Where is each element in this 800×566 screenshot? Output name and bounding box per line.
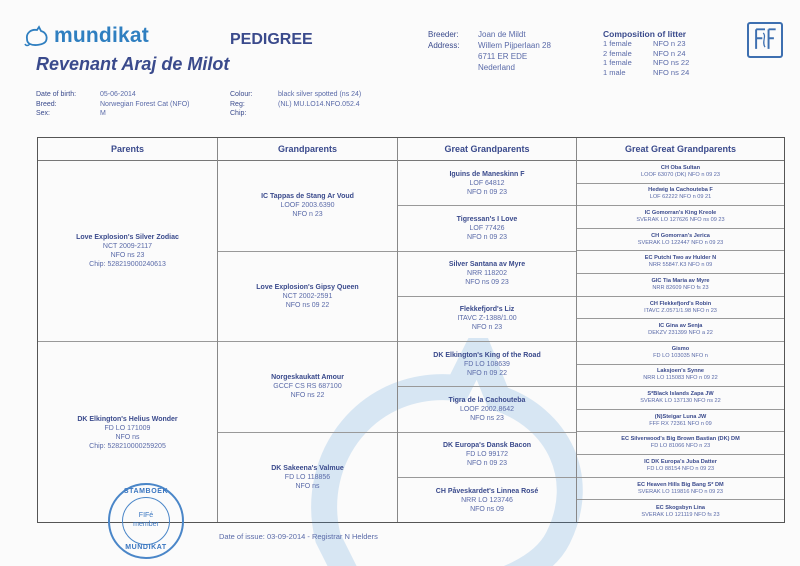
grandparent-cell: DK Sakeena's Valmue FD LO 118856 NFO ns xyxy=(271,465,344,491)
ggg-cell: Hedwig la Cachouteba F LOF 62222 NFO n 09 21 xyxy=(577,184,784,207)
breed: Norwegian Forest Cat (NFO) xyxy=(100,100,190,108)
ggg-cell: Laksjoen's Synne NRR LO 115083 NFO n 09 22 xyxy=(577,365,784,388)
litter-row: 1 female NFO ns 22 xyxy=(603,58,690,67)
parent-cell: DK Elkington's Helius Wonder FD LO 171009 NFO ns Chip: 528210000259205 xyxy=(77,415,178,450)
litter-row: 1 female NFO n 23 xyxy=(603,39,686,48)
cat-details: Date of birth: 05-06-2014 Breed: Norwegian Forest Cat (NFO) Sex: M xyxy=(36,91,190,117)
ggg-cell: GIC Tia Maria av Myre NRR 82609 NFO fs 23 xyxy=(577,274,784,297)
great-grandparents-column xyxy=(398,138,577,522)
great-grandparent-cell: CH Påveskardet's Linnea Rosé NRR LO 123746 NFO ns 09 xyxy=(435,487,539,513)
ggg-cell: EC Putchi Two av Hulder N NRR 55847.K3 NFO n 09 xyxy=(577,252,784,275)
ggg-cell: IC Gina av Senja DEKZV 231399 NFO a 22 xyxy=(577,319,784,342)
parent-cell: Love Explosion's Silver Zodiac NCT 2009-2117 NFO ns 23 Chip: 528219000240613 xyxy=(38,161,217,342)
address-line: Willem Pijperlaan 28 xyxy=(478,41,551,50)
ggg-cell: CH Gomorran's Jerica SVERAK LO 122447 NFO n 09 23 xyxy=(577,229,784,252)
litter-title: Composition of litter xyxy=(603,29,687,39)
fife-logo-icon xyxy=(747,22,783,58)
ggg-cell: CH Flekkefjord's Robin ITAVC Z.0571/1.98 NFO n 23 xyxy=(577,297,784,320)
pedigree-table xyxy=(37,137,785,523)
ggg-cell: EC Silverwood's Big Brown Bastian (DK) DM FD LO 81066 NFO n 23 xyxy=(577,433,784,456)
column-header: Great Great Grandparents xyxy=(577,138,784,161)
great-grandparent-cell: Iguins de Maneskinn F LOF 64812 NFO n 09 23 xyxy=(398,161,576,206)
grandparent-cell: Norgeskaukatt Amour GCCF CS RS 687100 NFO ns 22 xyxy=(218,342,397,433)
address-label: Address: xyxy=(428,41,460,50)
litter-row: 1 male NFO ns 24 xyxy=(603,67,690,77)
parents-column xyxy=(38,138,218,522)
stamboek-stamp: STAMBOEK FIFé member MUNDIKAT xyxy=(108,483,184,559)
cat-name: Revenant Araj de Milot xyxy=(36,54,230,74)
brand-name: mundikat xyxy=(54,24,149,47)
great-grandparent-cell: Silver Santana av Myre NRR 118202 NFO ns 09 23 xyxy=(398,252,576,297)
column-header: Great Grandparents xyxy=(398,138,576,161)
great-grandparent-cell: DK Europa's Dansk Bacon FD LO 99172 NFO n 09 23 xyxy=(398,433,576,478)
address-line: 6711 ER EDE xyxy=(478,52,528,61)
great-great-grandparents-column xyxy=(577,138,784,522)
registration: (NL) MU.LO14.NFO.052.4 xyxy=(278,100,360,108)
great-grandparent-cell: Tigra de la Cachouteba LOOF 2002.8642 NFO ns 23 xyxy=(398,387,576,432)
grandparents-column xyxy=(218,138,398,522)
ggg-cell: EC Heaven Hills Big Bang S* DM SVERAK LO 119816 NFO n 09 23 xyxy=(577,478,784,501)
great-grandparent-cell: Flekkefjord's Liz ITAVC Z-1388/1.00 NFO n 23 xyxy=(398,297,576,342)
issue-date: Date of issue: 03-09-2014 - Registrar N Helders xyxy=(219,532,378,541)
litter-row: 2 female NFO n 24 xyxy=(603,48,686,58)
breeder-value: Joan de Mildt xyxy=(478,30,526,39)
ggg-cell: Gismo FD LO 103035 NFO n xyxy=(577,342,784,365)
ggg-cell: IC DK Europa's Juba Datter FD LO 88154 NFO n 09 23 xyxy=(577,455,784,478)
ggg-cell: IC Gomorran's King Kreole SVERAK LO 127626 NFO ns 09 23 xyxy=(577,206,784,229)
ggg-cell: EC Skogsbyn Lina SVERAK LO 121119 NFO fs 23 xyxy=(641,504,720,518)
column-header: Grandparents xyxy=(218,138,397,161)
cat-details-2: Colour: black silver spotted (ns 24) Reg: (NL) MU.LO14.NFO.052.4 Chip: xyxy=(230,91,362,117)
grandparent-cell: IC Tappas de Stang Ar Voud LOOF 2003.6390 NFO n 23 xyxy=(218,161,397,252)
ggg-cell: S*Black Islands Zapa JW SVERAK LO 137130 NFO ns 22 xyxy=(577,387,784,410)
page-title: PEDIGREE xyxy=(230,31,313,48)
breeder-label: Breeder: xyxy=(428,30,459,39)
address-line: Nederland xyxy=(478,63,515,72)
date-of-birth: 05-06-2014 xyxy=(100,91,136,98)
cat-head-icon xyxy=(24,25,52,47)
litter-composition xyxy=(603,29,689,77)
sex: M xyxy=(100,110,106,117)
ggg-cell: (N)Steigar Luna JW FFF RX 72361 NFO n 09 xyxy=(577,410,784,433)
great-grandparent-cell: DK Elkington's King of the Road FD LO 108639 NFO n 09 22 xyxy=(398,342,576,387)
brand-logo xyxy=(24,24,149,48)
column-header: Parents xyxy=(38,138,217,161)
colour: black silver spotted (ns 24) xyxy=(278,91,362,98)
grandparent-cell: Love Explosion's Gipsy Queen NCT 2002-2591 NFO ns 09 22 xyxy=(218,252,397,343)
ggg-cell: CH Oba Sultan LOOF 63070 (DK) NFO n 09 23 xyxy=(577,161,784,184)
great-grandparent-cell: Tigressan's I Love LOF 77426 NFO n 09 23 xyxy=(398,206,576,251)
